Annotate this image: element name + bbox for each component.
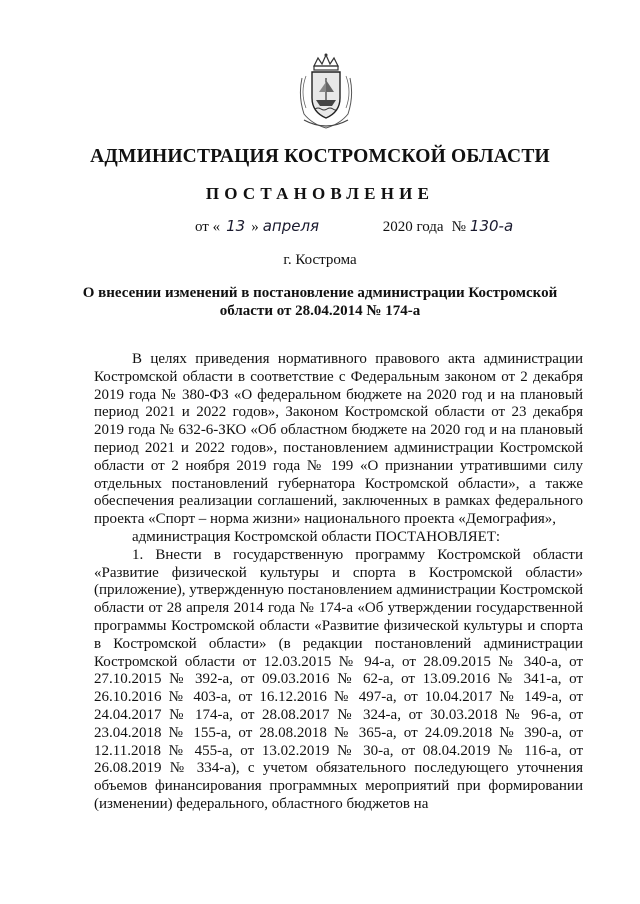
coat-of-arms-icon (296, 52, 356, 130)
body-paragraph: администрация Костромской области ПОСТАНОВЛЯЕТ: (132, 528, 501, 545)
date-year: 2020 года (382, 219, 444, 235)
date-line (195, 217, 513, 236)
document-type-heading: ПОСТАНОВЛЕНИЕ (205, 184, 435, 203)
document-number-handwritten: 130-а (469, 217, 514, 235)
date-day-handwritten: 13 (226, 217, 246, 235)
document-body (94, 351, 583, 814)
document-subject: О внесении изменений в постановление администрации Костромской области от 28.04.2014 № 174-а (82, 285, 558, 319)
number-sign: № (451, 219, 466, 235)
body-paragraph: 1. Внести в государственную программу Костромской области «Развитие физической культуры и спорта в Костромской области» (приложение), утвержденную постановлением администрации Костромской области от 28 апреля 2014 года № 174-а «Об утверждении государственной программы Костромской области «Развитие физической культуры и спорта в Костромской области» (в редакции постановлений администрации Костромской области от 12.03.2015 № 94-а, от 28.09.2015 № 340-а, от 27.10.2015 № 392-а, от 09.03.2016 № 62-а, от 13.09.2016 № 341-а, от 26.10.2016 № 403-а, от 16.12.2016 № 497-а, от 10.04.2017 № 149-а, от 24.04.2017 № 174-а, от 28.08.2017 № 324-а, от 30.03.2018 № 96-а, от 23.04.2018 № 155-а, от 28.08.2018 № 365-а, от 24.09.2018 № 390-а, от 12.11.2018 № 455-а, от 13.02.2019 № 30-а, от 08.04.2019 № 116-а, от 26.08.2019 № 334-а), с учетом обязательного последующего уточнения объемов финансирования программных мероприятий при формировании (изменении) федерального, областного бюджетов на (94, 546, 583, 812)
organization-title: АДМИНИСТРАЦИЯ КОСТРОМСКОЙ ОБЛАСТИ (90, 146, 550, 167)
date-mid: » (251, 219, 259, 235)
date-month-handwritten: апреля (262, 217, 320, 235)
date-prefix: от « (195, 219, 221, 235)
body-paragraph: В целях приведения нормативного правового акта администрации Костромской области в соответствие с Федеральным законом от 2 декабря 2019 года № 380-ФЗ «О федеральном бюджете на 2020 год и на плановый период 2021 и 2022 годов», Законом Костромской области от 23 декабря 2019 года № 632-6-ЗКО «Об областном бюджете на 2020 год и на плановый период 2021 и 2022 годов», постановлением администрации Костромской области от 2 ноября 2019 года № 199 «О признании утратившими силу отдельных постановлений губернатора Костромской области», а также обеспечения реализации соглашений, заключенных в рамках федерального проекта «Спорт – норма жизни» национального проекта «Демография», (94, 351, 583, 528)
city-line: г. Кострома (283, 252, 357, 268)
